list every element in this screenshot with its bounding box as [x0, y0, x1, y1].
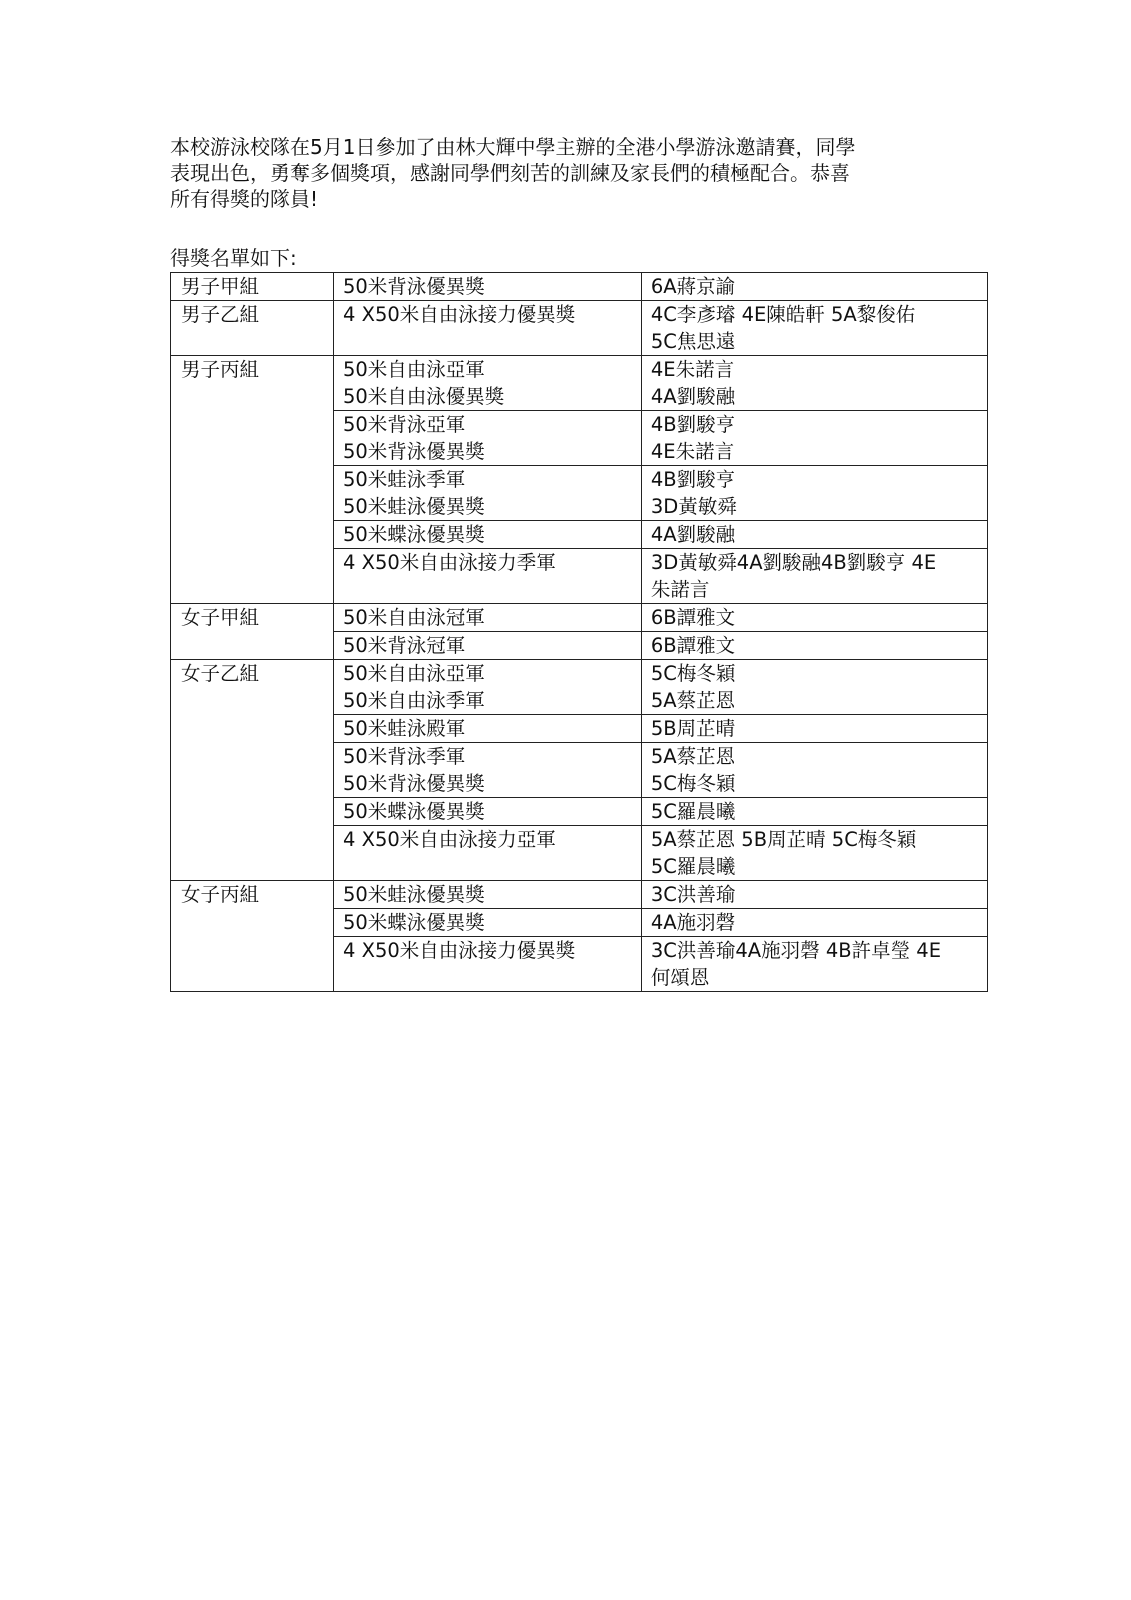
winner-name: 3D黃敏舜: [650, 495, 737, 518]
table-row: [171, 660, 988, 715]
event-name: 4 X50米自由泳接力季軍: [342, 551, 556, 574]
event-cell: [333, 521, 641, 549]
event-cell: [333, 604, 641, 632]
winner-name: 5C梅冬穎: [650, 772, 736, 795]
table-row: [171, 273, 988, 301]
event-cell: [333, 549, 641, 604]
winner-name: 4C李彥璿 4E陳皓軒 5A黎俊佑: [650, 303, 916, 326]
winner-name: 5C焦思遠: [650, 330, 736, 353]
winner-cell: [641, 273, 987, 301]
winner-name: 5A蔡芷恩 5B周芷晴 5C梅冬穎: [650, 828, 917, 851]
winner-name: 何頌恩: [650, 966, 710, 989]
winner-cell: [641, 632, 987, 660]
winner-name: 4E朱諾言: [650, 440, 735, 463]
intro-line: 所有得獎的隊員!: [170, 187, 319, 211]
group-name-cell: 女子乙組: [171, 660, 334, 881]
event-name: 50米背泳亞軍: [342, 413, 466, 436]
awards-table: [170, 272, 988, 992]
group-name-cell: 女子丙組: [171, 881, 334, 992]
winner-name: 4A劉駿融: [650, 385, 736, 408]
winner-cell: [641, 881, 987, 909]
event-name: 50米背泳季軍: [342, 745, 466, 768]
winner-name: 4B劉駿亨: [650, 413, 736, 436]
winner-cell: [641, 411, 987, 466]
group-name-cell: 女子甲組: [171, 604, 334, 660]
winner-cell: [641, 521, 987, 549]
winner-cell: [641, 743, 987, 798]
winner-cell: [641, 937, 987, 992]
winner-name: 5B周芷晴: [650, 717, 736, 740]
event-cell: [333, 715, 641, 743]
event-name: 4 X50米自由泳接力優異獎: [342, 939, 576, 962]
winner-name: 4B劉駿亨: [650, 468, 736, 491]
winner-cell: [641, 549, 987, 604]
event-cell: [333, 356, 641, 411]
group-name-cell: 男子甲組: [171, 273, 334, 301]
winner-name: 3C洪善瑜: [650, 883, 736, 906]
winner-cell: [641, 826, 987, 881]
intro-line: 本校游泳校隊在5月1日參加了由林大輝中學主辦的全港小學游泳邀請賽，同學: [170, 135, 856, 159]
event-name: 50米自由泳季軍: [342, 689, 485, 712]
winner-name: 5C梅冬穎: [650, 662, 736, 685]
intro-paragraph: [170, 134, 960, 212]
winner-name: 朱諾言: [650, 578, 710, 601]
event-name: 50米蛙泳殿軍: [342, 717, 466, 740]
event-cell: [333, 273, 641, 301]
group-name-cell: 男子乙組: [171, 301, 334, 356]
award-list-heading: 得獎名單如下:: [170, 246, 297, 270]
event-name: 50米自由泳冠軍: [342, 606, 485, 629]
table-row: [171, 881, 988, 909]
event-name: 50米蝶泳優異獎: [342, 523, 485, 546]
winner-cell: [641, 715, 987, 743]
event-name: 50米背泳優異獎: [342, 440, 485, 463]
event-cell: [333, 798, 641, 826]
event-cell: [333, 660, 641, 715]
winner-name: 5C羅晨曦: [650, 855, 736, 878]
event-name: 50米自由泳優異獎: [342, 385, 505, 408]
winner-cell: [641, 301, 987, 356]
intro-line: 表現出色，勇奪多個獎項，感謝同學們刻苦的訓練及家長們的積極配合。恭喜: [170, 161, 850, 185]
winner-name: 3C洪善瑜4A施羽磬 4B許卓瑩 4E: [650, 939, 942, 962]
winner-cell: [641, 466, 987, 521]
event-name: 50米蝶泳優異獎: [342, 800, 485, 823]
winner-name: 6B譚雅文: [650, 634, 736, 657]
winner-name: 5A蔡芷恩: [650, 745, 736, 768]
event-name: 50米背泳優異獎: [342, 275, 485, 298]
event-name: 50米蛙泳季軍: [342, 468, 466, 491]
event-cell: [333, 826, 641, 881]
winner-cell: [641, 604, 987, 632]
event-name: 50米自由泳亞軍: [342, 662, 485, 685]
event-name: 50米自由泳亞軍: [342, 358, 485, 381]
event-name: 4 X50米自由泳接力優異獎: [342, 303, 576, 326]
winner-name: 3D黃敏舜4A劉駿融4B劉駿亨 4E: [650, 551, 937, 574]
winner-cell: [641, 356, 987, 411]
event-cell: [333, 743, 641, 798]
event-cell: [333, 466, 641, 521]
winner-cell: [641, 909, 987, 937]
winner-name: 6A蔣京諭: [650, 275, 736, 298]
event-cell: [333, 301, 641, 356]
group-name-cell: 男子丙組: [171, 356, 334, 604]
event-name: 4 X50米自由泳接力亞軍: [342, 828, 556, 851]
winner-name: 4E朱諾言: [650, 358, 735, 381]
winner-name: 5C羅晨曦: [650, 800, 736, 823]
winner-name: 6B譚雅文: [650, 606, 736, 629]
event-name: 50米蛙泳優異獎: [342, 495, 485, 518]
winner-name: 4A劉駿融: [650, 523, 736, 546]
event-cell: [333, 937, 641, 992]
event-name: 50米背泳優異獎: [342, 772, 485, 795]
awards-table-body: [171, 273, 988, 992]
table-row: [171, 604, 988, 632]
winner-cell: [641, 660, 987, 715]
event-name: 50米背泳冠軍: [342, 634, 466, 657]
event-cell: [333, 881, 641, 909]
event-cell: [333, 411, 641, 466]
table-row: [171, 356, 988, 411]
event-cell: [333, 632, 641, 660]
table-row: [171, 301, 988, 356]
winner-name: 5A蔡芷恩: [650, 689, 736, 712]
winner-name: 4A施羽磬: [650, 911, 736, 934]
winner-cell: [641, 798, 987, 826]
event-name: 50米蛙泳優異獎: [342, 883, 485, 906]
event-cell: [333, 909, 641, 937]
event-name: 50米蝶泳優異獎: [342, 911, 485, 934]
